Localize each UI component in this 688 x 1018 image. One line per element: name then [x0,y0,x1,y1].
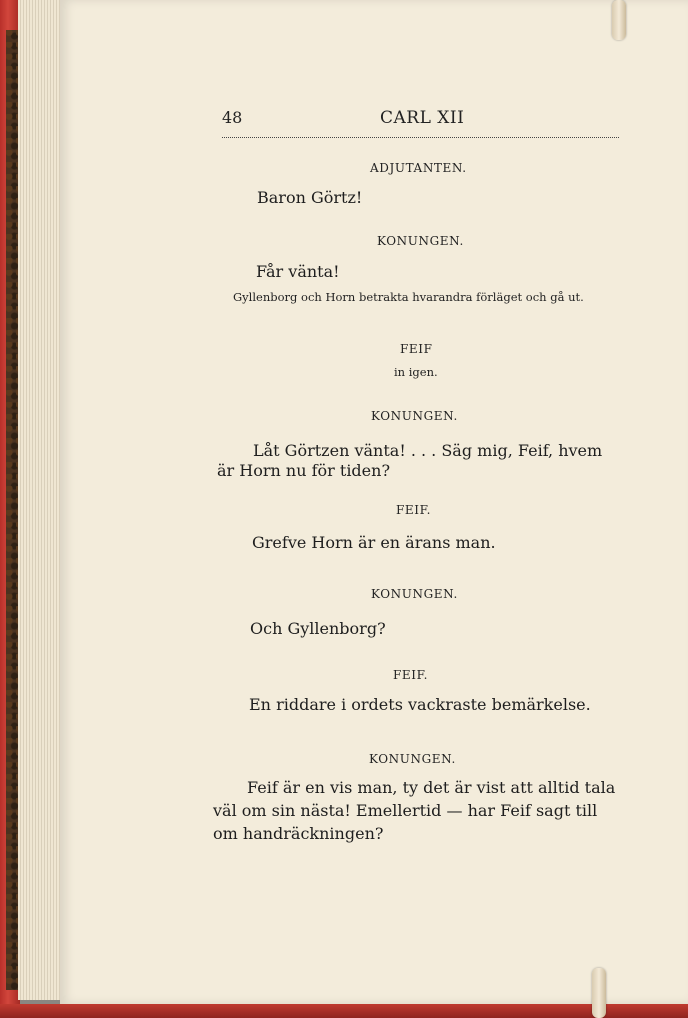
speaker-name: FEIF. [393,668,429,682]
speaker-name: KONUNGEN. [369,752,456,766]
dialogue-line: väl om sin nästa! Emellertid — har Feif sagt till [213,801,598,820]
page-stack-edge [18,0,63,1000]
dialogue-line: är Horn nu för tiden? [217,461,391,480]
header-dotted-rule [222,137,619,138]
speaker-name: KONUNGEN. [371,409,458,423]
dialogue-line: Får vänta! [256,262,340,281]
speaker-name: FEIF. [396,503,432,517]
stage-direction: in igen. [394,365,438,379]
dialogue-line: om handräckningen? [213,824,384,843]
dialogue-line: Och Gyllenborg? [250,619,386,638]
speaker-name: ADJUTANTEN. [370,161,467,175]
dialogue-line: Grefve Horn är en ärans man. [252,533,496,552]
page-number: 48 [222,108,243,127]
dialogue-line: Feif är en vis man, ty det är vist att alltid tala [247,778,616,797]
dialogue-line: En riddare i ordets vackraste bemärkelse. [249,695,591,714]
dialogue-line: Låt Görtzen vänta! . . . Säg mig, Feif, hvem [253,441,603,460]
book-page [60,0,688,1004]
speaker-name: KONUNGEN. [371,587,458,601]
dialogue-line: Baron Görtz! [257,188,363,207]
book-binding-bottom [0,1004,688,1018]
running-title: CARL XII [380,108,465,128]
bookmark-ribbon-bottom [592,968,606,1018]
stage-direction: Gyllenborg och Horn betrakta hvarandra förläget och gå ut. [233,290,584,304]
bookmark-ribbon-top [612,0,626,40]
speaker-name: KONUNGEN. [377,234,464,248]
speaker-name: FEIF [400,342,433,356]
